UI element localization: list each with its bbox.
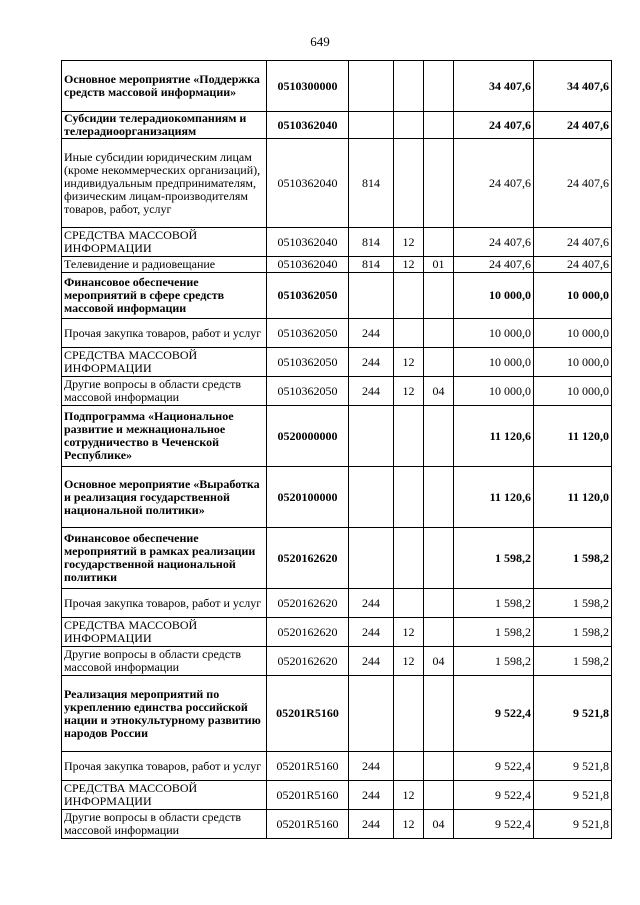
row-name: Реализация мероприятий по укреплению единства российской нации и этнокультурному развитию народов России (62, 676, 267, 752)
row-code: 0520162620 (267, 589, 349, 618)
row-name: Другие вопросы в области средств массовой информации (62, 377, 267, 406)
row-sum-2: 24 407,6 (534, 112, 612, 139)
row-vr: 814 (349, 228, 394, 257)
row-name: Другие вопросы в области средств массовой информации (62, 647, 267, 676)
table-row (62, 319, 612, 348)
row-pr (424, 467, 454, 528)
budget-table-body (62, 61, 612, 839)
row-code: 0510300000 (267, 61, 349, 112)
row-sum-1: 24 407,6 (454, 228, 534, 257)
row-sum-2: 9 521,8 (534, 676, 612, 752)
row-code: 0510362040 (267, 257, 349, 273)
row-pr (424, 228, 454, 257)
row-sum-2: 9 521,8 (534, 752, 612, 781)
row-sum-2: 10 000,0 (534, 348, 612, 377)
row-pr (424, 528, 454, 589)
row-rz (394, 528, 424, 589)
table-row (62, 467, 612, 528)
table-row (62, 810, 612, 839)
row-name: Подпрограмма «Национальное развитие и межнациональное сотрудничество в Чеченской Республике» (62, 406, 267, 467)
row-pr (424, 273, 454, 319)
row-rz: 12 (394, 348, 424, 377)
row-name: Прочая закупка товаров, работ и услуг (62, 752, 267, 781)
row-name: Финансовое обеспечение мероприятий в сфере средств массовой информации (62, 273, 267, 319)
row-sum-2: 1 598,2 (534, 618, 612, 647)
row-sum-1: 1 598,2 (454, 528, 534, 589)
row-sum-1: 24 407,6 (454, 112, 534, 139)
row-pr: 04 (424, 377, 454, 406)
row-sum-2: 34 407,6 (534, 61, 612, 112)
row-name: СРЕДСТВА МАССОВОЙ ИНФОРМАЦИИ (62, 228, 267, 257)
row-vr: 244 (349, 348, 394, 377)
row-pr: 01 (424, 257, 454, 273)
row-vr: 244 (349, 752, 394, 781)
row-vr: 814 (349, 139, 394, 228)
row-rz (394, 61, 424, 112)
row-rz: 12 (394, 781, 424, 810)
table-row (62, 139, 612, 228)
row-pr: 04 (424, 810, 454, 839)
row-code: 0510362040 (267, 139, 349, 228)
table-row (62, 647, 612, 676)
row-code: 0510362040 (267, 112, 349, 139)
row-rz: 12 (394, 228, 424, 257)
row-sum-2: 11 120,0 (534, 467, 612, 528)
row-code: 0510362050 (267, 348, 349, 377)
table-row (62, 406, 612, 467)
row-vr (349, 676, 394, 752)
row-vr: 244 (349, 589, 394, 618)
row-name: Основное мероприятие «Выработка и реализация государственной национальной политики» (62, 467, 267, 528)
table-row (62, 273, 612, 319)
row-sum-1: 10 000,0 (454, 377, 534, 406)
row-rz (394, 319, 424, 348)
row-rz (394, 406, 424, 467)
row-pr (424, 406, 454, 467)
row-sum-2: 24 407,6 (534, 257, 612, 273)
table-row (62, 257, 612, 273)
row-name: СРЕДСТВА МАССОВОЙ ИНФОРМАЦИИ (62, 781, 267, 810)
row-name: СРЕДСТВА МАССОВОЙ ИНФОРМАЦИИ (62, 618, 267, 647)
row-name: Другие вопросы в области средств массовой информации (62, 810, 267, 839)
row-code: 0520162620 (267, 647, 349, 676)
table-row (62, 781, 612, 810)
row-rz: 12 (394, 257, 424, 273)
row-pr (424, 112, 454, 139)
row-pr (424, 589, 454, 618)
row-pr (424, 348, 454, 377)
row-vr: 244 (349, 618, 394, 647)
row-sum-2: 9 521,8 (534, 810, 612, 839)
row-name: Основное мероприятие «Поддержка средств массовой информации» (62, 61, 267, 112)
row-sum-1: 1 598,2 (454, 647, 534, 676)
row-sum-1: 10 000,0 (454, 319, 534, 348)
table-row (62, 228, 612, 257)
row-sum-1: 9 522,4 (454, 810, 534, 839)
table-row (62, 348, 612, 377)
table-row (62, 752, 612, 781)
table-row (62, 112, 612, 139)
row-vr: 244 (349, 377, 394, 406)
row-rz: 12 (394, 810, 424, 839)
row-rz (394, 467, 424, 528)
table-row (62, 528, 612, 589)
row-rz (394, 139, 424, 228)
row-rz: 12 (394, 618, 424, 647)
row-sum-1: 1 598,2 (454, 589, 534, 618)
row-code: 05201R5160 (267, 676, 349, 752)
table-row (62, 676, 612, 752)
row-code: 0510362040 (267, 228, 349, 257)
row-name: Финансовое обеспечение мероприятий в рамках реализации государственной национальной политики (62, 528, 267, 589)
row-sum-2: 10 000,0 (534, 319, 612, 348)
page-number: 649 (310, 34, 330, 49)
row-vr (349, 406, 394, 467)
row-sum-2: 24 407,6 (534, 139, 612, 228)
row-pr (424, 61, 454, 112)
table-row (62, 589, 612, 618)
row-sum-2: 10 000,0 (534, 273, 612, 319)
row-sum-2: 11 120,0 (534, 406, 612, 467)
row-rz: 12 (394, 377, 424, 406)
row-sum-2: 1 598,2 (534, 528, 612, 589)
row-rz (394, 676, 424, 752)
row-sum-2: 10 000,0 (534, 377, 612, 406)
row-name: Прочая закупка товаров, работ и услуг (62, 319, 267, 348)
budget-table (61, 60, 612, 839)
row-vr: 244 (349, 647, 394, 676)
row-sum-2: 24 407,6 (534, 228, 612, 257)
row-pr (424, 676, 454, 752)
row-sum-1: 11 120,6 (454, 467, 534, 528)
row-code: 0510362050 (267, 377, 349, 406)
row-code: 05201R5160 (267, 781, 349, 810)
row-code: 0510362050 (267, 319, 349, 348)
row-code: 0520100000 (267, 467, 349, 528)
row-pr: 04 (424, 647, 454, 676)
row-sum-1: 24 407,6 (454, 257, 534, 273)
row-sum-1: 9 522,4 (454, 781, 534, 810)
row-rz (394, 589, 424, 618)
row-pr (424, 319, 454, 348)
row-name: Иные субсидии юридическим лицам (кроме некоммерческих организаций), индивидуальным предпринимателям, физическим лицам-производителям товаров, работ, услуг (62, 139, 267, 228)
row-sum-1: 34 407,6 (454, 61, 534, 112)
row-rz: 12 (394, 647, 424, 676)
row-sum-1: 11 120,6 (454, 406, 534, 467)
row-sum-2: 1 598,2 (534, 589, 612, 618)
row-name: Субсидии телерадиокомпаниям и телерадиоорганизациям (62, 112, 267, 139)
row-sum-1: 24 407,6 (454, 139, 534, 228)
table-row (62, 618, 612, 647)
row-rz (394, 112, 424, 139)
row-pr (424, 618, 454, 647)
row-vr: 244 (349, 810, 394, 839)
row-pr (424, 752, 454, 781)
row-sum-1: 9 522,4 (454, 676, 534, 752)
row-code: 0510362050 (267, 273, 349, 319)
row-code: 0520162620 (267, 528, 349, 589)
row-sum-1: 9 522,4 (454, 752, 534, 781)
row-sum-2: 1 598,2 (534, 647, 612, 676)
row-sum-1: 10 000,0 (454, 273, 534, 319)
row-sum-1: 1 598,2 (454, 618, 534, 647)
row-vr (349, 112, 394, 139)
row-vr (349, 528, 394, 589)
row-vr: 244 (349, 781, 394, 810)
row-name: Телевидение и радиовещание (62, 257, 267, 273)
table-row (62, 61, 612, 112)
row-pr (424, 781, 454, 810)
row-code: 0520162620 (267, 618, 349, 647)
row-vr (349, 467, 394, 528)
row-code: 0520000000 (267, 406, 349, 467)
row-vr (349, 61, 394, 112)
row-rz (394, 752, 424, 781)
row-sum-2: 9 521,8 (534, 781, 612, 810)
row-name: Прочая закупка товаров, работ и услуг (62, 589, 267, 618)
row-code: 05201R5160 (267, 810, 349, 839)
table-row (62, 377, 612, 406)
row-name: СРЕДСТВА МАССОВОЙ ИНФОРМАЦИИ (62, 348, 267, 377)
row-rz (394, 273, 424, 319)
row-vr (349, 273, 394, 319)
row-vr: 244 (349, 319, 394, 348)
row-sum-1: 10 000,0 (454, 348, 534, 377)
row-code: 05201R5160 (267, 752, 349, 781)
row-pr (424, 139, 454, 228)
row-vr: 814 (349, 257, 394, 273)
